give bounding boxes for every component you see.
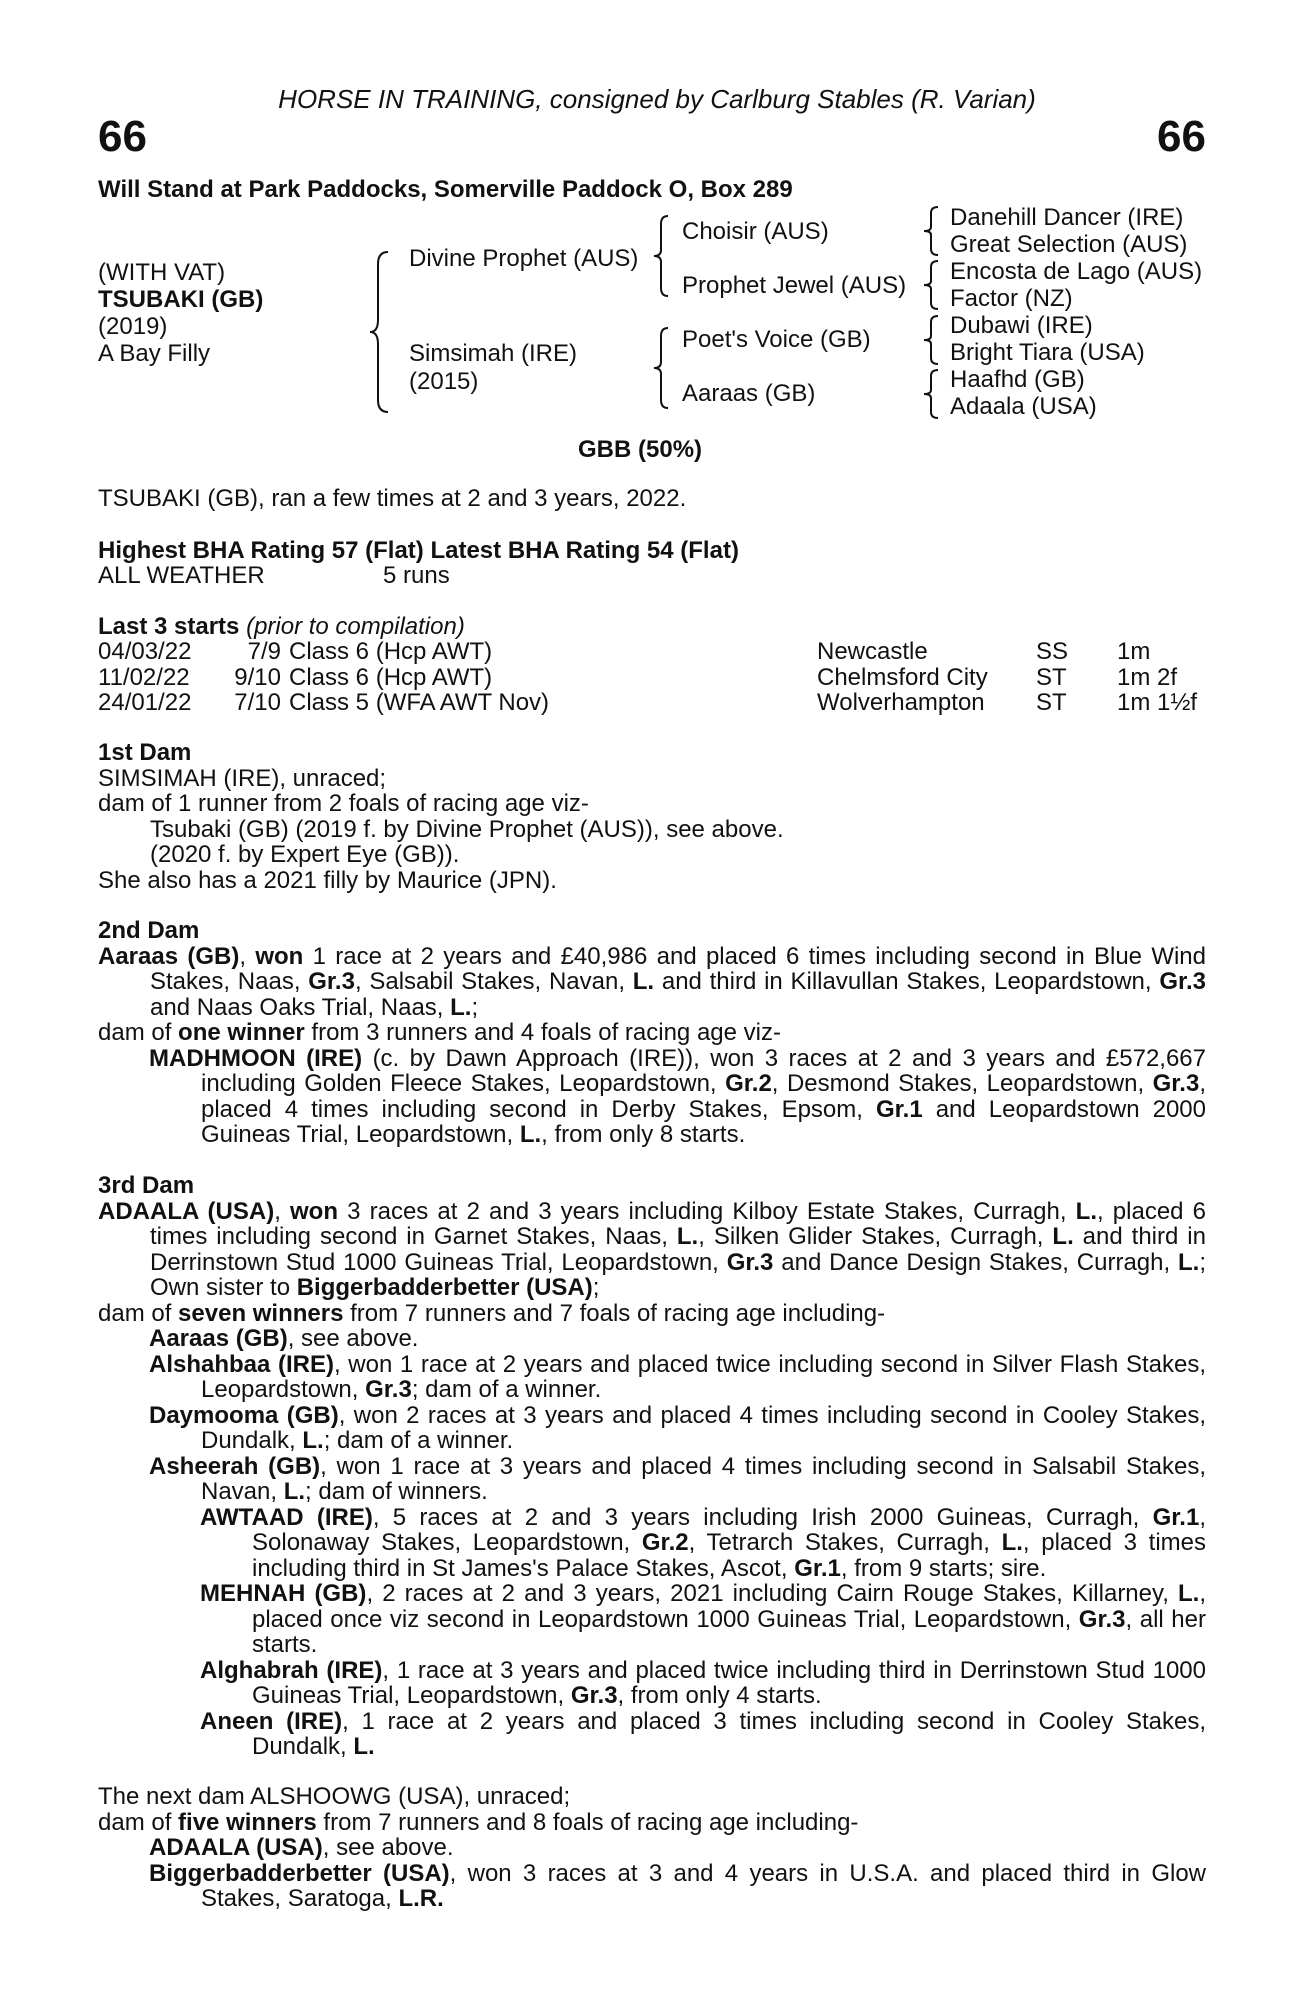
- grade-label: L.: [1178, 1580, 1200, 1607]
- text-fragment: and third in Killavullan Stakes, Leopardstown,: [654, 968, 1160, 995]
- brace-prophet-jewel: [922, 259, 944, 311]
- next-dam-produce-summary: [98, 1810, 1206, 1836]
- text-fragment: and Naas Oaks Trial, Naas,: [150, 993, 451, 1021]
- lot-number-left: 66: [98, 112, 147, 161]
- grade-label: L.: [676, 1223, 699, 1250]
- text-fragment: , Desmond Stakes, Leopardstown,: [771, 1070, 1153, 1097]
- grade-label: L.R.: [398, 1885, 444, 1912]
- second-dam-produce-summary: [98, 1020, 1206, 1046]
- text-fragment: , from 9 starts; sire.: [840, 1554, 1047, 1582]
- third-dam-produce: [98, 1352, 1206, 1403]
- first-dam-foal: Tsubaki (GB) (2019 f. by Divine Prophet (AUS)), see above.: [150, 815, 784, 843]
- third-dam-produce: [98, 1454, 1206, 1505]
- catalogue-header: HORSE IN TRAINING, consigned by Carlburg Stables (R. Varian): [278, 84, 1036, 114]
- pedigree-dam-year: (2015): [409, 368, 479, 395]
- third-dam-section: [98, 1173, 1206, 1760]
- first-dam-line: dam of 1 runner from 2 foals of racing age viz-: [98, 790, 589, 817]
- second-dam-record: [98, 944, 1206, 1021]
- text-fragment: , 1 race at 2 years and placed 3 times including second in Cooley Stakes, Dundalk,: [252, 1707, 1207, 1760]
- next-dam-produce: [98, 1835, 1206, 1861]
- first-dam-foal: (2020 f. by Expert Eye (GB)).: [150, 841, 460, 868]
- text-fragment: , placed 4 times including second in Derby Stakes, Epsom,: [201, 1070, 1206, 1123]
- second-dam-produce: [98, 1046, 1206, 1148]
- text-fragment: and Dance Design Stakes, Curragh,: [773, 1248, 1179, 1276]
- pedigree-dds: Haafhd (GB): [950, 366, 1085, 393]
- grade-label: L.: [302, 1427, 324, 1454]
- table-row: [98, 665, 1208, 691]
- text-fragment: 3 races at 2 and 3 years including Kilboy Estate Stakes, Curragh,: [338, 1197, 1076, 1225]
- bha-ratings: Highest BHA Rating 57 (Flat) Latest BHA Rating 54 (Flat): [98, 537, 739, 564]
- horse-ref: Daymooma (GB): [149, 1401, 339, 1429]
- run-distance: 1m: [1117, 638, 1151, 665]
- grade-label: L.: [1052, 1223, 1074, 1250]
- text-fragment: (c. by Dawn Approach (IRE)), won 3 races at 2 and 3 years and £572,667 including Golden Fleece Stakes, Leopardstown,: [201, 1044, 1207, 1097]
- brace-poets-voice: [922, 314, 944, 366]
- pedigree-dam-sire: Poet's Voice (GB): [682, 326, 871, 353]
- table-row: [98, 690, 1208, 716]
- won-label: won: [290, 1197, 339, 1225]
- first-dam-heading: 1st Dam: [98, 739, 192, 766]
- grade-label: L.: [1001, 1529, 1023, 1556]
- brace-choisir: [922, 205, 944, 257]
- horse-ref: ADAALA (USA): [149, 1834, 323, 1861]
- grade-label: L.: [632, 968, 655, 995]
- third-dam-grand-produce: [98, 1505, 1206, 1582]
- text-fragment: , Silken Glider Stakes, Curragh,: [698, 1223, 1053, 1250]
- grade-label: Gr.3: [1159, 968, 1207, 995]
- text-fragment: , won 2 races at 3 years and placed 4 times including second in Cooley Stakes, Dundalk,: [201, 1401, 1206, 1454]
- pedigree-ssd: Great Selection (AUS): [950, 231, 1188, 258]
- run-race: Class 5 (WFA AWT Nov): [289, 689, 550, 716]
- second-dam-heading: 2nd Dam: [98, 917, 200, 944]
- pedigree-brace-main: [370, 250, 400, 414]
- text-fragment: ; Own sister to: [150, 1248, 1207, 1301]
- text-fragment: , from only 4 starts.: [617, 1682, 822, 1709]
- text-fragment: , Solonaway Stakes, Leopardstown,: [252, 1503, 1206, 1556]
- winners-count: one winner: [178, 1019, 305, 1046]
- third-dam-grand-produce: [98, 1709, 1206, 1760]
- run-date: 24/01/22: [98, 689, 192, 716]
- text-fragment: from 3 runners and 4 foals of racing age viz-: [304, 1019, 781, 1046]
- run-race: Class 6 (Hcp AWT): [289, 663, 493, 691]
- last-starts-table: [98, 639, 1208, 716]
- last-starts-note: (prior to compilation): [246, 613, 465, 640]
- text-fragment: and third in Derrinstown Stud 1000 Guineas Trial, Leopardstown,: [150, 1223, 1206, 1276]
- run-date: 04/03/22: [98, 638, 192, 665]
- pedigree-dss: Dubawi (IRE): [950, 312, 1093, 339]
- third-dam-grand-produce: [98, 1581, 1206, 1658]
- run-going: ST: [1036, 689, 1067, 716]
- last-starts-heading: [98, 614, 465, 639]
- run-going: SS: [1036, 638, 1069, 665]
- table-row: [98, 639, 1208, 665]
- surface-label: ALL WEATHER: [98, 562, 265, 589]
- grade-label: Gr.3: [1152, 1070, 1200, 1097]
- next-dam-section: [98, 1784, 1206, 1912]
- horse-ref: Biggerbadderbetter (USA): [149, 1859, 450, 1887]
- text-fragment: ; dam of winners.: [305, 1478, 488, 1505]
- run-race: Class 6 (Hcp AWT): [289, 638, 493, 665]
- text-fragment: and Leopardstown 2000 Guineas Trial, Leopardstown,: [201, 1095, 1206, 1148]
- text-fragment: , won 3 races at 3 and 4 years in U.S.A. and placed third in Glow Stakes, Saratoga,: [201, 1859, 1206, 1912]
- grade-label: L.: [1178, 1248, 1200, 1276]
- text-fragment: ; dam of a winner.: [323, 1427, 514, 1454]
- first-dam-line: She also has a 2021 filly by Maurice (JPN).: [98, 866, 557, 894]
- grade-label: L.: [1075, 1197, 1097, 1225]
- text-fragment: , see above.: [287, 1325, 419, 1352]
- next-dam-produce: [98, 1861, 1206, 1912]
- horse-ref: ADAALA (USA): [98, 1197, 275, 1225]
- text-fragment: , from only 8 starts.: [541, 1121, 746, 1148]
- won-label: won: [255, 942, 304, 970]
- pedigree-sss: Danehill Dancer (IRE): [950, 204, 1184, 231]
- grade-label: Gr.2: [641, 1529, 689, 1556]
- text-fragment: from 7 runners and 7 foals of racing age including-: [343, 1299, 886, 1327]
- text-fragment: , won 1 race at 2 years and placed twice including second in Silver Flash Stakes, Leopardstown,: [201, 1350, 1206, 1403]
- pedigree-brace-dam: [652, 326, 676, 410]
- run-position: 7/10: [234, 689, 281, 716]
- run-distance: 1m 1½f: [1117, 689, 1198, 716]
- text-fragment: , 5 races at 2 and 3 years including Irish 2000 Guineas, Curragh,: [372, 1503, 1153, 1531]
- text-fragment: ;: [471, 993, 479, 1021]
- first-dam-section: [98, 740, 1206, 893]
- horse-ref: AWTAAD (IRE): [200, 1503, 373, 1531]
- grade-label: Gr.3: [570, 1682, 618, 1709]
- run-going: ST: [1036, 663, 1067, 691]
- pedigree-dam-dam: Aaraas (GB): [682, 380, 816, 407]
- run-position: 9/10: [234, 663, 281, 691]
- second-dam-section: [98, 918, 1206, 1148]
- last-starts-title: Last 3 starts: [98, 613, 240, 640]
- horse-ref: MEHNAH (GB): [200, 1580, 367, 1607]
- horse-ref: MADHMOON (IRE): [149, 1044, 363, 1072]
- grade-label: L.: [353, 1733, 375, 1760]
- text-fragment: ,: [274, 1197, 291, 1225]
- run-date: 11/02/22: [98, 663, 190, 691]
- text-fragment: from 7 runners and 8 foals of racing age including-: [316, 1808, 859, 1836]
- pedigree-dam: Simsimah (IRE): [409, 340, 578, 367]
- grade-label: Gr.3: [308, 968, 355, 995]
- race-summary: TSUBAKI (GB), ran a few times at 2 and 3 years, 2022.: [98, 485, 687, 512]
- text-fragment: 1 race at 2 years and £40,986 and placed 6 times including second in Blue Wind Stakes, Naas,: [150, 942, 1206, 995]
- grade-label: Gr.1: [875, 1095, 923, 1123]
- foaling-year: (2019): [98, 313, 168, 340]
- next-dam-line: The next dam ALSHOOWG (USA), unraced;: [98, 1783, 571, 1810]
- horse-ref: Aneen (IRE): [200, 1707, 343, 1735]
- pedigree-sire: Divine Prophet (AUS): [409, 245, 639, 272]
- text-fragment: , Tetrarch Stakes, Curragh,: [688, 1529, 1002, 1556]
- third-dam-produce-summary: [98, 1301, 1206, 1327]
- winners-count: five winners: [178, 1808, 317, 1836]
- pedigree-brace-sire: [652, 214, 676, 298]
- text-fragment: , see above.: [322, 1834, 454, 1861]
- third-dam-heading: 3rd Dam: [98, 1172, 195, 1199]
- vat-status: (WITH VAT): [98, 259, 226, 286]
- stabling-location: Will Stand at Park Paddocks, Somerville Paddock O, Box 289: [98, 176, 793, 203]
- pedigree-sire-sire: Choisir (AUS): [682, 218, 829, 245]
- grade-label: Gr.3: [365, 1376, 412, 1403]
- text-fragment: dam of: [98, 1808, 179, 1836]
- text-fragment: ,: [239, 942, 256, 970]
- third-dam-produce: [98, 1326, 1206, 1352]
- grade-label: Gr.1: [1152, 1503, 1200, 1531]
- horse-ref: Aaraas (GB): [98, 942, 240, 970]
- run-course: Wolverhampton: [817, 689, 985, 716]
- text-fragment: , placed 3 times including third in St James's Palace Stakes, Ascot,: [252, 1529, 1206, 1582]
- pedigree-dsd: Bright Tiara (USA): [950, 339, 1145, 366]
- third-dam-grand-produce: [98, 1658, 1206, 1709]
- text-fragment: dam of: [98, 1019, 179, 1046]
- first-dam-line: SIMSIMAH (IRE), unraced;: [98, 764, 387, 792]
- third-dam-produce: [98, 1403, 1206, 1454]
- text-fragment: , placed 6 times including second in Garnet Stakes, Naas,: [150, 1197, 1206, 1250]
- run-distance: 1m 2f: [1117, 663, 1178, 691]
- run-course: Chelmsford City: [817, 663, 988, 691]
- grade-label: L.: [450, 993, 472, 1021]
- text-fragment: , 1 race at 3 years and placed twice including third in Derrinstown Stud 1000 Guineas Trial, Leopardstown,: [252, 1656, 1206, 1709]
- text-fragment: , all her starts.: [252, 1605, 1206, 1658]
- grade-label: Gr.3: [1078, 1605, 1126, 1633]
- run-course: Newcastle: [817, 638, 928, 665]
- grade-label: Gr.3: [726, 1248, 774, 1276]
- text-fragment: , Salsabil Stakes, Navan,: [354, 968, 633, 995]
- pedigree-sire-dam: Prophet Jewel (AUS): [682, 272, 907, 299]
- horse-description: A Bay Filly: [98, 340, 211, 367]
- pedigree-sds: Encosta de Lago (AUS): [950, 258, 1203, 285]
- run-position: 7/9: [247, 638, 281, 665]
- lot-number-right: 66: [1157, 112, 1206, 161]
- text-fragment: , 2 races at 2 and 3 years, 2021 including Cairn Rouge Stakes, Killarney,: [366, 1580, 1179, 1607]
- pedigree-ddd: Adaala (USA): [950, 393, 1097, 420]
- horse-ref: Alshahbaa (IRE): [149, 1350, 334, 1378]
- text-fragment: dam of: [98, 1299, 179, 1327]
- surface-runs: 5 runs: [383, 562, 450, 589]
- horse-ref: Aaraas (GB): [149, 1325, 288, 1352]
- horse-ref: Alghabrah (IRE): [200, 1656, 383, 1684]
- grade-label: Gr.1: [794, 1554, 841, 1582]
- pedigree-sdd: Factor (NZ): [950, 285, 1073, 312]
- grade-label: L.: [519, 1121, 542, 1148]
- text-fragment: , placed once viz second in Leopardstown 1000 Guineas Trial, Leopardstown,: [252, 1580, 1207, 1633]
- grade-label: Gr.2: [725, 1070, 772, 1097]
- brace-aaraas: [922, 368, 944, 420]
- horse-ref: Biggerbadderbetter (USA): [296, 1274, 593, 1301]
- horse-name: TSUBAKI (GB): [98, 286, 264, 313]
- grade-label: L.: [283, 1478, 306, 1505]
- winners-count: seven winners: [178, 1299, 344, 1327]
- gbb-rating: GBB (50%): [578, 436, 703, 463]
- third-dam-record: [98, 1199, 1206, 1301]
- text-fragment: ;: [592, 1274, 600, 1301]
- text-fragment: ; dam of a winner.: [411, 1376, 602, 1403]
- text-fragment: , won 1 race at 3 years and placed 4 times including second in Salsabil Stakes, Navan,: [201, 1452, 1206, 1505]
- horse-ref: Asheerah (GB): [149, 1452, 321, 1480]
